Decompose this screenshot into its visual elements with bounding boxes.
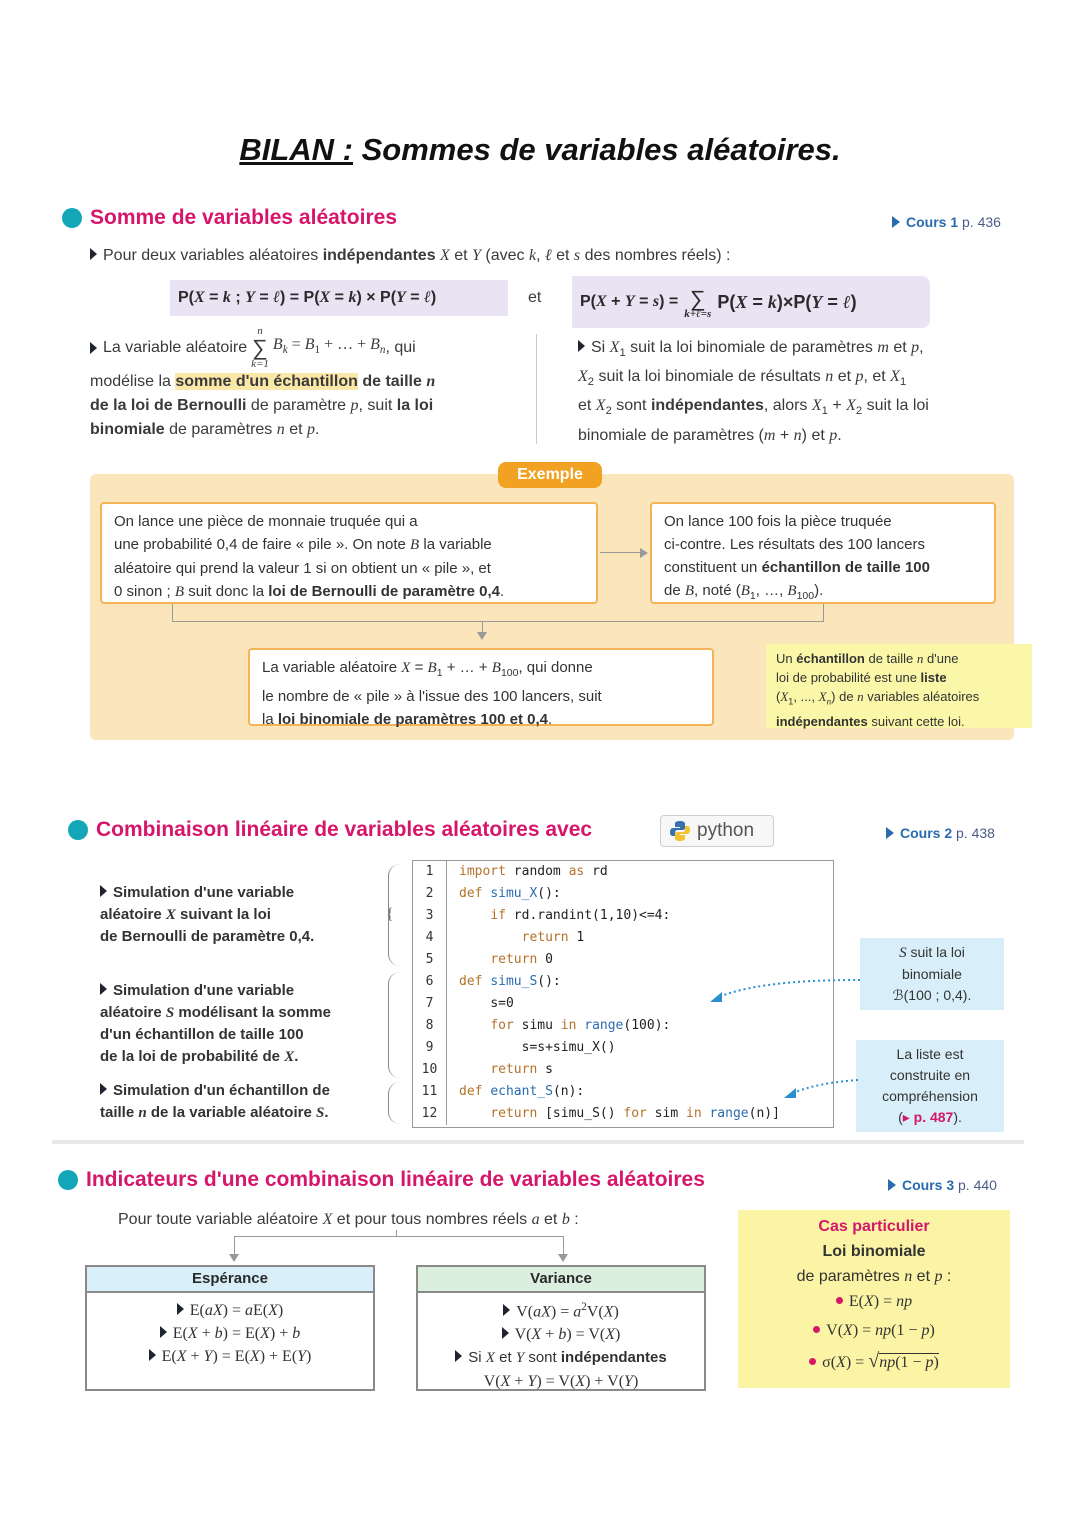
cours-page: p. 436 bbox=[962, 214, 1001, 230]
section3-header bbox=[58, 1168, 705, 1192]
line-number: 1 bbox=[413, 861, 447, 883]
triangle-right-icon bbox=[892, 216, 900, 228]
bullet-dot-icon bbox=[836, 1297, 843, 1304]
arrow-right-icon bbox=[640, 548, 648, 558]
bullet-triangle-icon bbox=[503, 1304, 510, 1316]
connector-right bbox=[823, 604, 824, 622]
echantillon-definition-note: Un échantillon de taille n d'une loi de probabilité est une liste ($X_1$, ..., $X_n$) de n variables aléatoires indépendantes suivant cette loi. bbox=[766, 644, 1032, 728]
triangle-right-icon bbox=[888, 1179, 896, 1191]
column-divider bbox=[536, 334, 537, 444]
dotted-arrow-2-icon bbox=[780, 1074, 860, 1104]
code-text: def simu_S(): bbox=[459, 974, 561, 989]
left-intro: La variable aléatoire bbox=[103, 339, 248, 356]
section1-left-text: La variable aléatoire n ∑ k=1 $B_k = B_1$ + … + $B_n$ , qui modélise la somme d'un échantillon de taille n de la loi de Bernoulli de paramètre p, suit la loi binomiale de paramètres n et p. bbox=[90, 325, 436, 438]
python-label: python bbox=[697, 820, 755, 841]
cas-particulier-box: Cas particulier Loi binomiale de paramètres n et p : E(X) = np V(X) = np(1 − p) σ(X) = √np(1 − p) bbox=[738, 1210, 1010, 1388]
left-modelise: modélise la bbox=[90, 373, 176, 390]
python-logo-icon bbox=[669, 820, 691, 842]
example-box-binomiale: La variable aléatoire $X = B_1$ + … + $B_{100}$, qui donne le nombre de « pile » à l'issue des 100 lancers, suit la loi binomiale de paramètres 100 et 0,4. bbox=[248, 648, 714, 726]
section-bullet-icon bbox=[68, 820, 88, 840]
code-line bbox=[413, 927, 833, 949]
code-line bbox=[413, 1037, 833, 1059]
ex2-bold: échantillon de taille 100 bbox=[761, 559, 930, 576]
note1-l3: ℬ(100 ; 0,4). bbox=[892, 987, 972, 1003]
ex3-bold: loi binomiale de paramètres 100 et 0,4 bbox=[277, 711, 548, 728]
bullet-triangle-icon bbox=[90, 248, 97, 260]
connector-left bbox=[172, 604, 173, 622]
ex2-line3-pre: constituent un bbox=[664, 559, 762, 576]
note-comprehension: La liste est construite en compréhension (▸ p. 487). bbox=[856, 1040, 1004, 1132]
desc3-l1: Simulation d'un échantillon de bbox=[113, 1082, 330, 1099]
esperance-title: Espérance bbox=[87, 1267, 373, 1293]
brace-2-line bbox=[388, 972, 400, 1078]
code-text: s=s+simu_X() bbox=[521, 1040, 616, 1055]
note2-l1: La liste est bbox=[896, 1046, 964, 1062]
section-bullet-icon bbox=[62, 208, 82, 228]
desc2-l3: d'un échantillon de taille 100 bbox=[100, 1026, 304, 1043]
left-taille: de taille bbox=[357, 373, 427, 390]
code-line bbox=[413, 1015, 833, 1037]
line-number: 10 bbox=[413, 1059, 447, 1081]
tree-horizontal bbox=[234, 1236, 564, 1237]
left-la-loi: la loi bbox=[396, 397, 434, 414]
line-number: 7 bbox=[413, 993, 447, 1015]
bullet-triangle-icon bbox=[160, 1326, 167, 1338]
bullet-dot-icon bbox=[813, 1326, 820, 1333]
ex1-bold: loi de Bernoulli de paramètre 0,4 bbox=[268, 583, 501, 600]
bullet-triangle-icon bbox=[149, 1349, 156, 1361]
note2-page-ref[interactable]: p. 487 bbox=[913, 1109, 954, 1125]
joint-probability-formula: P(X = k ; Y = ℓ) = P(X = k) × P(Y = ℓ) bbox=[170, 280, 508, 316]
code-line bbox=[413, 1081, 833, 1103]
bullet-triangle-icon bbox=[90, 342, 97, 354]
code-text: def simu_X(): bbox=[459, 886, 561, 901]
code-line bbox=[413, 949, 833, 971]
bullet-triangle-icon bbox=[502, 1327, 509, 1339]
arrow-down-icon bbox=[229, 1254, 239, 1262]
esperance-box: Espérance E(aX) = aE(X) E(X + b) = E(X) + b E(X + Y) = E(X) + E(Y) bbox=[85, 1265, 375, 1391]
ex1-line3: aléatoire qui prend la valeur 1 si on obtient un « pile », et bbox=[114, 560, 491, 577]
variance-title: Variance bbox=[418, 1267, 704, 1293]
section3-title: Indicateurs d'une combinaison linéaire de variables aléatoires bbox=[86, 1168, 705, 1191]
section1-header bbox=[62, 206, 397, 230]
brace-1: { bbox=[386, 906, 394, 923]
note2-l3: compréhension bbox=[882, 1088, 978, 1104]
note2-l2: construite en bbox=[889, 1067, 971, 1083]
section2-header bbox=[68, 818, 592, 842]
section1-cours-link[interactable] bbox=[892, 214, 1001, 230]
line-number: 9 bbox=[413, 1037, 447, 1059]
section3-intro: Pour toute variable aléatoire X et pour tous nombres réels a et b : bbox=[118, 1211, 579, 1228]
example-label: Exemple bbox=[498, 462, 602, 488]
bullet-triangle-icon bbox=[100, 885, 107, 897]
code-text: return 0 bbox=[490, 952, 553, 967]
bullet-triangle-icon bbox=[100, 983, 107, 995]
ex2-line2: ci-contre. Les résultats des 100 lancers bbox=[664, 536, 925, 553]
code-line bbox=[413, 861, 833, 883]
page-title-rest: Sommes de variables aléatoires. bbox=[353, 132, 841, 167]
variance-box: Variance $V(aX) = a^2V(X)$ V(X + b) = V(X) Si X et Y sont indépendantes V(X + Y) = V(X) + V(Y) bbox=[416, 1265, 706, 1391]
code-text: return s bbox=[490, 1062, 553, 1077]
desc-echant: Simulation d'un échantillon de taille n de la variable aléatoire S. bbox=[100, 1082, 330, 1121]
line-number: 6 bbox=[413, 971, 447, 993]
sum-probability-formula: P(X + Y = s) = ∑ k+ℓ=s P(X = k)×P(Y = ℓ) bbox=[572, 276, 930, 328]
line-number: 8 bbox=[413, 1015, 447, 1037]
cours-label: Cours 1 bbox=[906, 214, 959, 230]
code-text: def echant_S(n): bbox=[459, 1084, 585, 1099]
dotted-arrow-1-icon bbox=[704, 972, 862, 1008]
conjunction-et: et bbox=[528, 289, 542, 306]
note-bold-independantes: indépendantes bbox=[776, 713, 868, 729]
cas-title: Cas particulier bbox=[818, 1218, 930, 1235]
line-number: 12 bbox=[413, 1103, 447, 1125]
right-independantes: indépendantes bbox=[650, 397, 764, 415]
triangle-right-icon bbox=[886, 827, 894, 839]
section2-cours-link[interactable] bbox=[886, 825, 995, 841]
note-pre: Un bbox=[776, 651, 797, 666]
code-line bbox=[413, 883, 833, 905]
bullet-dot-icon bbox=[809, 1358, 816, 1365]
intro-text: Pour deux variables aléatoires bbox=[103, 247, 323, 264]
cours-page: p. 438 bbox=[956, 825, 995, 841]
cours-page: p. 440 bbox=[958, 1177, 997, 1193]
page-title-prefix: BILAN : bbox=[239, 132, 353, 167]
bullet-triangle-icon bbox=[100, 1083, 107, 1095]
code-text: import random as rd bbox=[459, 864, 608, 879]
page-title bbox=[0, 132, 1080, 168]
brace-1-line bbox=[388, 864, 400, 966]
note2-close: ). bbox=[953, 1109, 962, 1125]
code-line bbox=[413, 905, 833, 927]
code-line bbox=[413, 1059, 833, 1081]
desc-simu-s: Simulation d'une variable aléatoire S modélisant la somme d'un échantillon de taille 100 de la loi de probabilité de X. bbox=[100, 980, 390, 1068]
desc1-l3: de Bernoulli de paramètre 0,4. bbox=[100, 928, 315, 945]
bullet-triangle-icon bbox=[455, 1350, 462, 1362]
arrow-down-icon bbox=[477, 632, 487, 640]
cours-label: Cours 2 bbox=[900, 825, 953, 841]
desc-simu-x: Simulation d'une variable aléatoire X suivant la loi de Bernoulli de paramètre 0,4. bbox=[100, 882, 390, 948]
note-line2: loi de probabilité est une bbox=[776, 670, 921, 685]
cours-label: Cours 3 bbox=[902, 1177, 955, 1193]
section2-title: Combinaison linéaire de variables aléatoires avec bbox=[96, 818, 593, 841]
ex2-line1: On lance 100 fois la pièce truquée bbox=[664, 513, 892, 530]
line-number: 2 bbox=[413, 883, 447, 905]
brace-3-line bbox=[388, 1082, 400, 1124]
connector-horizontal bbox=[172, 621, 824, 622]
example-box-bernoulli: On lance une pièce de monnaie truquée qui a une probabilité 0,4 de faire « pile ». On note B la variable aléatoire qui prend la valeur 1 si on obtient un « pile », et 0 sinon ; B suit donc la loi de Bernoulli de paramètre 0,4. bbox=[100, 502, 598, 604]
line-number: 11 bbox=[413, 1081, 447, 1103]
section1-title: Somme de variables aléatoires bbox=[90, 206, 397, 229]
section1-right-text: Si $X_1$ suit la loi binomiale de paramètres m et p, $X_2$ suit la loi binomiale de résultats n et p, et $X_1$ et $X_2$ sont indépendantes, alors $X_1 + X_2$ suit la loi binomiale de paramètres (m + n) et p. bbox=[578, 339, 929, 444]
cas-sub: Loi binomiale bbox=[822, 1243, 926, 1260]
line-number: 4 bbox=[413, 927, 447, 949]
example-box-echantillon: On lance 100 fois la pièce truquée ci-contre. Les résultats des 100 lancers constituent un échantillon de taille 100 de B, noté ($B_1$, …, $B_{100}$). bbox=[650, 502, 996, 604]
bullet-triangle-icon bbox=[177, 1303, 184, 1315]
note1-l2: binomiale bbox=[902, 966, 962, 982]
ex1-line1: On lance une pièce de monnaie truquée qui a bbox=[114, 513, 418, 530]
code-text: for simu in range(100): bbox=[490, 1018, 671, 1033]
bullet-triangle-icon bbox=[578, 340, 585, 352]
note-loi-binomiale: S suit la loi binomiale ℬ(100 ; 0,4). bbox=[860, 938, 1004, 1010]
left-binomiale: binomiale bbox=[90, 421, 165, 438]
line-number: 5 bbox=[413, 949, 447, 971]
note-bold-echantillon: échantillon bbox=[796, 651, 865, 666]
code-text: return [simu_S() for sim in range(n)] bbox=[490, 1106, 780, 1121]
desc1-l1: Simulation d'une variable bbox=[113, 884, 295, 901]
ex3-line2: le nombre de « pile » à l'issue des 100 lancers, suit bbox=[262, 688, 602, 705]
left-qui: , qui bbox=[385, 339, 416, 356]
code-line bbox=[413, 1103, 833, 1125]
note-line4: suivant cette loi. bbox=[867, 713, 965, 729]
code-text: s=0 bbox=[490, 996, 514, 1011]
note-bold-liste: liste bbox=[920, 670, 947, 685]
highlight-somme: somme d'un échantillon bbox=[175, 373, 358, 390]
left-bernoulli: de la loi de Bernoulli bbox=[90, 397, 247, 414]
line-number: 3 bbox=[413, 905, 447, 927]
desc2-l1: Simulation d'une variable bbox=[113, 982, 295, 999]
code-text: if rd.randint(1,10)<=4: bbox=[490, 908, 671, 923]
right-si: Si bbox=[591, 339, 610, 356]
arrow-down-icon bbox=[558, 1254, 568, 1262]
tree-stem bbox=[396, 1230, 397, 1237]
section-divider bbox=[52, 1140, 1024, 1144]
section-bullet-icon bbox=[58, 1170, 78, 1190]
var-independantes: indépendantes bbox=[560, 1349, 667, 1367]
intro-bold: indépendantes bbox=[322, 247, 436, 264]
code-text: return 1 bbox=[521, 930, 585, 945]
python-badge bbox=[660, 815, 774, 847]
ex3-pre: la bbox=[262, 711, 278, 728]
section1-intro: Pour deux variables aléatoires indépendantes X et Y (avec k, ℓ et s des nombres réels) : bbox=[90, 244, 990, 268]
section3-cours-link[interactable] bbox=[888, 1177, 997, 1193]
